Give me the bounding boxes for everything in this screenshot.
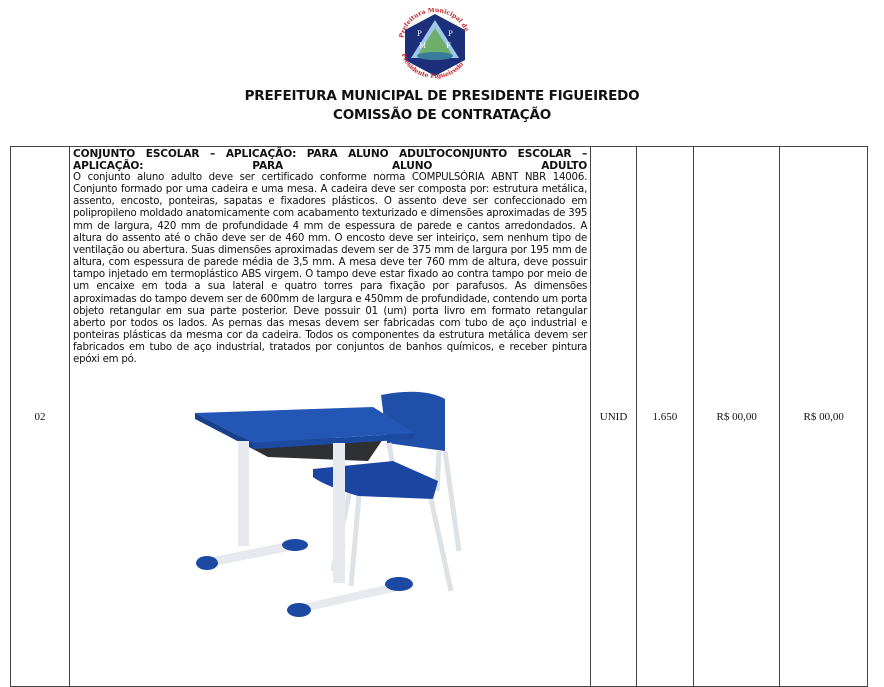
logo-text-top: Prefeitura Municipal de [398, 8, 470, 39]
logo-letter: F [446, 42, 451, 50]
item-quantity: 1.650 [636, 147, 693, 687]
logo-text-bottom: Presidente Figueiredo [399, 52, 466, 80]
item-title: CONJUNTO ESCOLAR – APLICAÇÃO: PARA ALUNO ADULTOCONJUNTO ESCOLAR – APLICAÇÃO: PARA ALUNO ADULTO [73, 148, 588, 172]
logo-letter: P [448, 30, 453, 38]
item-description-cell [70, 147, 591, 687]
table-row [11, 147, 868, 687]
item-number: 02 [11, 147, 70, 687]
logo-letter: M [419, 42, 427, 50]
item-description: O conjunto aluno adulto deve ser certificado conforme norma COMPULSÓRIA ABNT NBR 14006. Conjunto formado por uma cadeira e uma mesa. A cadeira deve ser composta por: estrutura metálica, assento, encosto, ponteiras, sapatas e fixadores plásticos. O assento deve ser confeccionado em polipropileno moldado anatomicamente com acabamento texturizado e dimensões aproximadas de 395 mm de largura, 420 mm de profundidade 4 mm de espessura de parede e cantos arredondados. A altura do assento até o chão deve ser de 460 mm. O encosto deve ser inteiriço, sem nenhum tipo de ventilação ou abertura. Suas dimensões aproximadas devem ser de 375 mm de largura por 195 mm de altura, com espessura de parede média de 3,5 mm. A mesa deve ter 760 mm de altura, deve possuir tampo injetado em termoplástico ABS virgem. O tampo deve estar fixado ao contra tampo por meio de um encaixe em toda a sua lateral e quatro torres para fixação por parafusos. As dimensões aproximadas do tampo devem ser de 600mm de largura e 450mm de profundidade, contendo um porta objeto retangular em sua parte posterior. Deve possuir 01 (um) porta livro em formato retangular aberto por todos os lados. As pernas das mesas devem ser fabricadas com tubo de aço industrial e ponteiras plásticas da mesma cor da cadeira. Todos os componentes da estrutura metálica devem ser fabricados em tubo de aço industrial, tratados por conjuntos de banhos químicos, e receber pintura epóxi em pó. [73, 172, 588, 366]
header-municipality: PREFEITURA MUNICIPAL DE PRESIDENTE FIGUEIREDO [244, 88, 640, 104]
desk-chair-image-icon [183, 381, 483, 626]
item-total-price: R$ 00,00 [780, 147, 868, 687]
logo-letter: P [417, 30, 422, 38]
school-desk-and-chair-photo [183, 381, 483, 626]
items-table [10, 146, 868, 687]
municipal-logo [395, 8, 475, 80]
header-commission: COMISSÃO DE CONTRATAÇÃO [333, 107, 551, 123]
municipal-crest-icon [395, 8, 475, 80]
item-unit: UNID [591, 147, 637, 687]
item-unit-price: R$ 00,00 [693, 147, 780, 687]
